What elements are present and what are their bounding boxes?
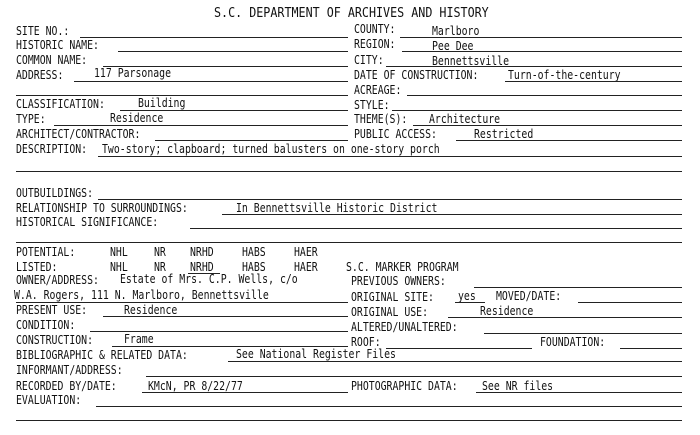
relationship-line — [222, 214, 682, 215]
roof-line — [386, 348, 532, 349]
region-label: REGION: — [354, 37, 396, 51]
classification-value: Building — [138, 96, 186, 110]
form-title: S.C. DEPARTMENT OF ARCHIVES AND HISTORY — [214, 6, 489, 21]
common-name-label: COMMON NAME: — [16, 53, 88, 67]
description-label: DESCRIPTION: — [16, 142, 88, 156]
historic-name-label: HISTORIC NAME: — [16, 38, 99, 52]
altered-label: ALTERED/UNALTERED: — [351, 320, 458, 334]
classification-label: CLASSIFICATION: — [16, 97, 105, 111]
listed-haer: HAER — [294, 260, 318, 274]
potential-nr: NR — [154, 245, 166, 259]
potential-nhl: NHL — [110, 245, 128, 259]
condition-label: CONDITION: — [16, 318, 76, 332]
acreage-label: ACREAGE: — [354, 83, 402, 97]
address-line — [74, 81, 348, 82]
previous-owners-label: PREVIOUS OWNERS: — [351, 274, 446, 288]
significance-line — [190, 228, 682, 229]
date-construction-label: DATE OF CONSTRUCTION: — [354, 68, 479, 82]
informant-label: INFORMANT/ADDRESS: — [16, 363, 123, 377]
type-value: Residence — [110, 111, 164, 125]
acreage-line — [407, 95, 682, 96]
themes-line — [413, 125, 682, 126]
site-no-line — [80, 37, 348, 38]
roof-label: ROOF: — [351, 335, 381, 349]
county-value: Marlboro — [432, 24, 480, 38]
foundation-line — [620, 348, 682, 349]
foundation-label: FOUNDATION: — [540, 335, 606, 349]
original-use-value: Residence — [480, 304, 534, 318]
present-use-label: PRESENT USE: — [16, 303, 88, 317]
architect-label: ARCHITECT/CONTRACTOR: — [16, 127, 141, 141]
recorded-by-label: RECORDED BY/DATE: — [16, 379, 117, 393]
potential-habs: HABS — [242, 245, 266, 259]
city-value: Bennettsville — [432, 54, 510, 68]
recorded-by-value: KMcN, PR 8/22/77 — [148, 379, 243, 393]
photographic-data-label: PHOTOGRAPHIC DATA: — [351, 379, 458, 393]
listed-nrhd: NRHD — [190, 260, 214, 274]
moved-date-line — [578, 302, 682, 303]
moved-date-label: MOVED/DATE: — [496, 289, 562, 303]
significance-label: HISTORICAL SIGNIFICANCE: — [16, 215, 159, 229]
site-no-label: SITE NO.: — [16, 24, 70, 38]
photographic-data-value: See NR files — [482, 379, 554, 393]
public-access-label: PUBLIC ACCESS: — [354, 127, 437, 141]
construction-label: CONSTRUCTION: — [16, 333, 94, 347]
county-label: COUNTY: — [354, 22, 396, 36]
original-site-value: yes — [458, 289, 476, 303]
potential-nrhd: NRHD — [190, 245, 214, 259]
city-line — [386, 66, 682, 67]
original-use-label: ORIGINAL USE: — [351, 305, 429, 319]
bibliographic-line — [228, 361, 682, 362]
relationship-label: RELATIONSHIP TO SURROUNDINGS: — [16, 201, 188, 215]
evaluation-line — [96, 406, 682, 407]
architect-line — [155, 140, 348, 141]
previous-owners-line — [474, 287, 682, 288]
original-use-line — [448, 317, 682, 318]
historic-name-line — [118, 51, 348, 52]
description-value: Two-story; clapboard; turned balusters on one-story porch — [102, 142, 440, 156]
owner-value-line2: W.A. Rogers, 111 N. Marlboro, Bennettsville — [14, 288, 269, 302]
county-line — [400, 37, 682, 38]
date-construction-line — [505, 81, 682, 82]
potential-label: POTENTIAL: — [16, 245, 76, 259]
date-construction-value: Turn-of-the-century — [508, 68, 621, 82]
relationship-value: In Bennettsville Historic District — [236, 201, 438, 215]
outbuildings-label: OUTBUILDINGS: — [16, 186, 94, 200]
potential-haer: HAER — [294, 245, 318, 259]
address-value: 117 Parsonage — [94, 66, 172, 80]
owner-value: Estate of Mrs. C.P. Wells, c/o — [120, 272, 298, 286]
description-line — [98, 156, 682, 157]
listed-nr: NR — [154, 260, 166, 274]
themes-value: Architecture — [429, 112, 501, 126]
type-label: TYPE: — [16, 112, 46, 126]
public-access-line — [456, 140, 682, 141]
present-use-line — [103, 316, 348, 317]
public-access-value: Restricted — [474, 127, 534, 141]
style-line — [392, 110, 682, 111]
informant-line — [146, 376, 682, 377]
original-site-label: ORIGINAL SITE: — [351, 290, 434, 304]
region-line — [402, 51, 682, 52]
description-line-2 — [16, 171, 682, 172]
type-line — [54, 125, 348, 126]
significance-line-2 — [16, 242, 682, 243]
present-use-value: Residence — [124, 303, 178, 317]
evaluation-label: EVALUATION: — [16, 393, 82, 407]
bibliographic-value: See National Register Files — [236, 347, 396, 361]
bibliographic-label: BIBLIOGRAPHIC & RELATED DATA: — [16, 348, 188, 362]
construction-value: Frame — [124, 332, 154, 346]
themes-label: THEME(S): — [354, 112, 408, 126]
owner-label: OWNER/ADDRESS: — [16, 273, 99, 287]
photographic-data-line — [476, 392, 682, 393]
recorded-by-line — [142, 392, 348, 393]
original-site-line — [455, 302, 485, 303]
address-label: ADDRESS: — [16, 68, 64, 82]
outbuildings-line — [98, 199, 682, 200]
style-label: STYLE: — [354, 98, 390, 112]
evaluation-line-2 — [16, 420, 682, 421]
marker-program-label: S.C. MARKER PROGRAM — [346, 260, 459, 274]
city-label: CITY: — [354, 53, 384, 67]
region-value: Pee Dee — [432, 39, 474, 53]
listed-nhl: NHL — [110, 260, 128, 274]
altered-line — [484, 333, 682, 334]
listed-habs: HABS — [242, 260, 266, 274]
listed-label: LISTED: — [16, 260, 58, 274]
